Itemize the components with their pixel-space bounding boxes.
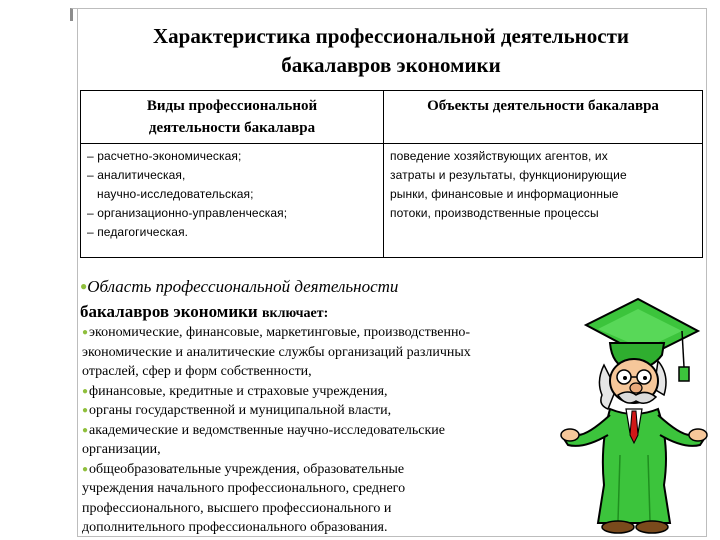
header-activity-objects: [384, 91, 703, 144]
area-list-text: отраслей, сфер и форм собственности,: [82, 364, 312, 379]
area-list-text: общеобразовательные учреждения, образовательные: [89, 461, 405, 477]
bullet-icon: ●: [82, 327, 89, 338]
area-list-text: академические и ведомственные научно-исследовательские: [89, 422, 445, 438]
kind-item: – организационно-управленческая;: [87, 206, 288, 220]
area-list-text: финансовые, кредитные и страховые учреждения,: [89, 383, 388, 399]
area-list-text: учреждения начального профессионального, среднего: [82, 481, 406, 496]
area-list-line: [82, 382, 572, 402]
graduate-mascot-icon: [558, 285, 708, 535]
bullet-icon: ●: [82, 424, 89, 436]
kind-item: – расчетно-экономическая;: [87, 149, 242, 163]
area-list-line: [82, 362, 572, 382]
area-list-line: [82, 440, 572, 460]
area-list-text: организации,: [82, 442, 161, 457]
area-list-line: [82, 323, 572, 343]
header-line: Виды профессиональной: [146, 98, 318, 114]
kind-item: – педагогическая.: [87, 225, 189, 239]
area-list-line: [82, 479, 572, 499]
object-line: поведение хозяйствующих агентов, их: [390, 149, 608, 163]
area-list-text: экономические, финансовые, маркетинговые, производственно-: [89, 325, 471, 340]
bullet-icon: ●: [80, 279, 88, 293]
object-line: затраты и результаты, функционирующие: [390, 168, 627, 182]
area-heading-line-2: бакалавров экономики: [80, 302, 258, 321]
area-list-text: экономические и аналитические службы организаций различных: [82, 344, 471, 360]
area-list-line: [82, 401, 572, 421]
bullet-icon: ●: [82, 385, 89, 397]
header-line: Объекты деятельности бакалавра: [427, 98, 659, 114]
area-list-line: [82, 460, 572, 480]
activity-table: [80, 90, 703, 258]
header-activity-kinds: [81, 91, 384, 144]
kind-item: научно-исследовательская;: [97, 187, 254, 201]
area-list-line: [82, 499, 572, 519]
area-list-text: органы государственной и муниципальной власти,: [89, 403, 392, 418]
title-line-1: Характеристика профессиональной деятельности: [152, 24, 630, 48]
kind-item: – аналитическая,: [87, 168, 186, 182]
area-list: [82, 323, 572, 538]
area-heading-line-1: Область профессиональной деятельности: [87, 277, 399, 296]
header-line: деятельности бакалавра: [148, 120, 316, 136]
object-line: потоки, производственные процессы: [390, 206, 599, 220]
object-line: рынки, финансовые и информационные: [390, 187, 619, 201]
activity-kinds-cell: [81, 144, 384, 258]
area-list-line: [82, 343, 572, 363]
bullet-icon: ●: [82, 405, 89, 416]
bullet-icon: ●: [82, 463, 89, 475]
area-list-line: [82, 518, 572, 538]
slide-title: [80, 22, 702, 80]
activity-objects-cell: [384, 144, 703, 258]
title-line-2: бакалавров экономики: [281, 53, 501, 77]
area-list-text: профессионального, высшего профессионального и: [82, 500, 392, 516]
area-heading: [80, 274, 550, 326]
area-list-line: [82, 421, 572, 441]
area-heading-includes: включает:: [261, 306, 329, 321]
area-list-text: дополнительного профессионального образования.: [82, 520, 388, 535]
